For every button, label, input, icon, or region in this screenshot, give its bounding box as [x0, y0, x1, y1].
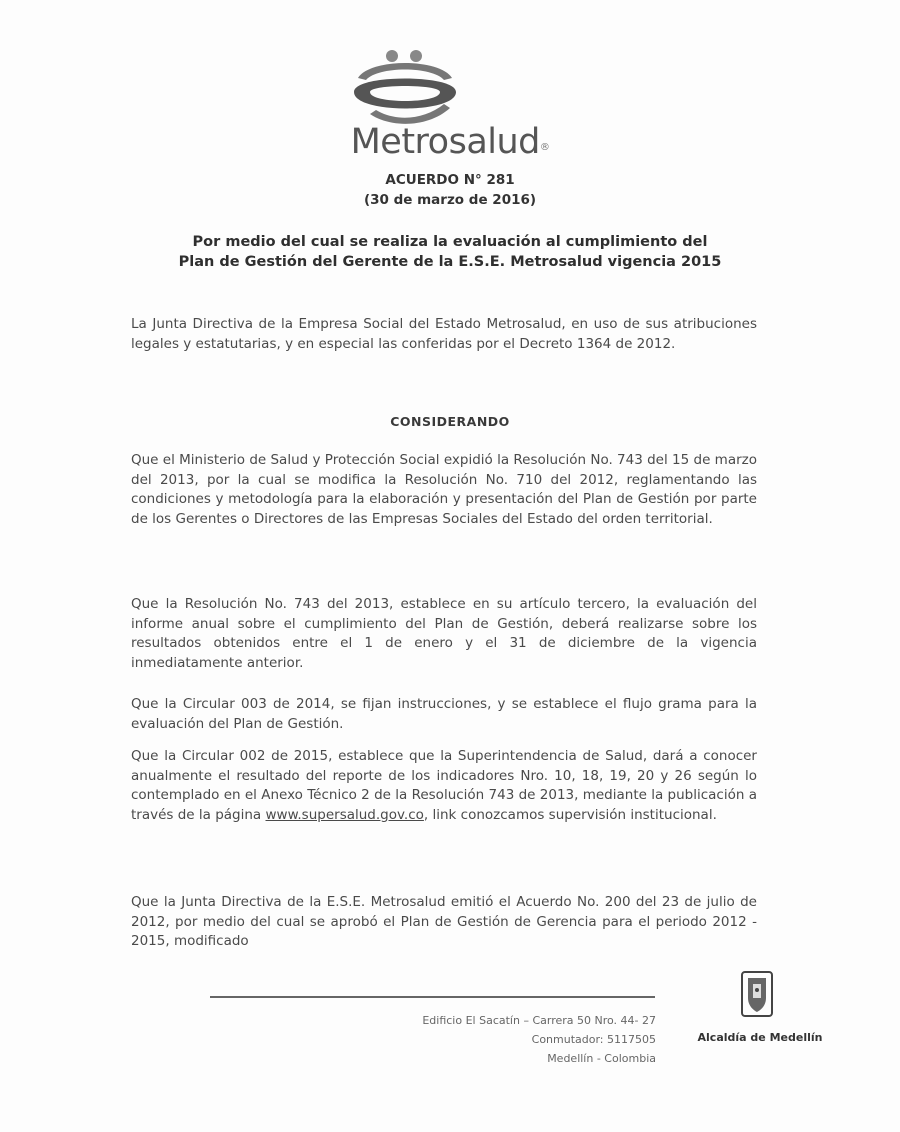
footer-divider — [210, 996, 655, 998]
registered-mark: ® — [539, 142, 550, 153]
intro-paragraph: La Junta Directiva de la Empresa Social del Estado Metrosalud, en uso de sus atribuciones legales y estatutarias, y en especial las conferidas por el Decreto 1364 de 2012. — [131, 316, 757, 352]
supersalud-link[interactable]: www.supersalud.gov.co — [265, 806, 424, 823]
paragraph-circular-003: Que la Circular 003 de 2014, se fijan instrucciones, y se establece el flujo grama para la evaluación del Plan de Gestión. — [131, 696, 757, 732]
agreement-date: (30 de marzo de 2016) — [363, 192, 537, 208]
agreement-number: ACUERDO N° 281 — [385, 172, 515, 188]
brand-text: Metrosalud — [350, 122, 540, 162]
paragraph-resolution-743: Que el Ministerio de Salud y Protección Social expidió la Resolución No. 743 del 15 de marzo del 2013, por la cual se modifica la Resolución No. 710 del 2012, reglamentando las condiciones y metodología para la elaboración y presentación del Plan de Gestión por parte de los Gerentes o Directores de las Empresas Sociales del Estado del orden territorial. — [131, 452, 757, 527]
footer-phone: Conmutador: 5117505 — [531, 1033, 656, 1046]
brand-name — [0, 122, 900, 162]
alcaldia-label: Alcaldía de Medellín — [697, 1031, 823, 1044]
considerando-heading: CONSIDERANDO — [390, 414, 510, 429]
paragraph-acuerdo-200: Que la Junta Directiva de la E.S.E. Metrosalud emitió el Acuerdo No. 200 del 23 de julio de 2012, por medio del cual se aprobó el Plan de Gestión de Gerencia para el periodo 2012 - 2015, modificado — [131, 894, 757, 949]
subject-line-2: Plan de Gestión del Gerente de la E.S.E. Metrosalud vigencia 2015 — [178, 254, 722, 270]
subject-line-1: Por medio del cual se realiza la evaluación al cumplimiento del — [192, 234, 708, 250]
medellin-seal-icon — [738, 968, 776, 1020]
metrosalud-logo-icon — [340, 48, 470, 128]
footer-city: Medellín - Colombia — [547, 1052, 656, 1065]
paragraph-article-third: Que la Resolución No. 743 del 2013, establece en su artículo tercero, la evaluación del informe anual sobre el cumplimiento del Plan de Gestión, deberá realizarse sobre los resultados obtenidos entre el 1 de enero y el 31 de diciembre de la vigencia inmediatamente anterior. — [131, 596, 757, 671]
paragraph-circular-002 — [131, 747, 757, 825]
footer-address: Edificio El Sacatín – Carrera 50 Nro. 44- 27 — [422, 1014, 656, 1027]
paragraph-circular-002-text: Que la Circular 002 de 2015, establece que la Superintendencia de Salud, dará a conocer anualmente el resultado del reporte de los indicadores Nro. 10, 18, 19, 20 y 26 según lo contemplado en el Anexo Técnico 2 de la Resolución 743 de 2013, mediante la publicación a través de la página — [131, 748, 757, 823]
agreement-subject — [0, 232, 900, 272]
paragraph-circular-002-end: , link conozcamos supervisión institucional. — [423, 806, 717, 823]
